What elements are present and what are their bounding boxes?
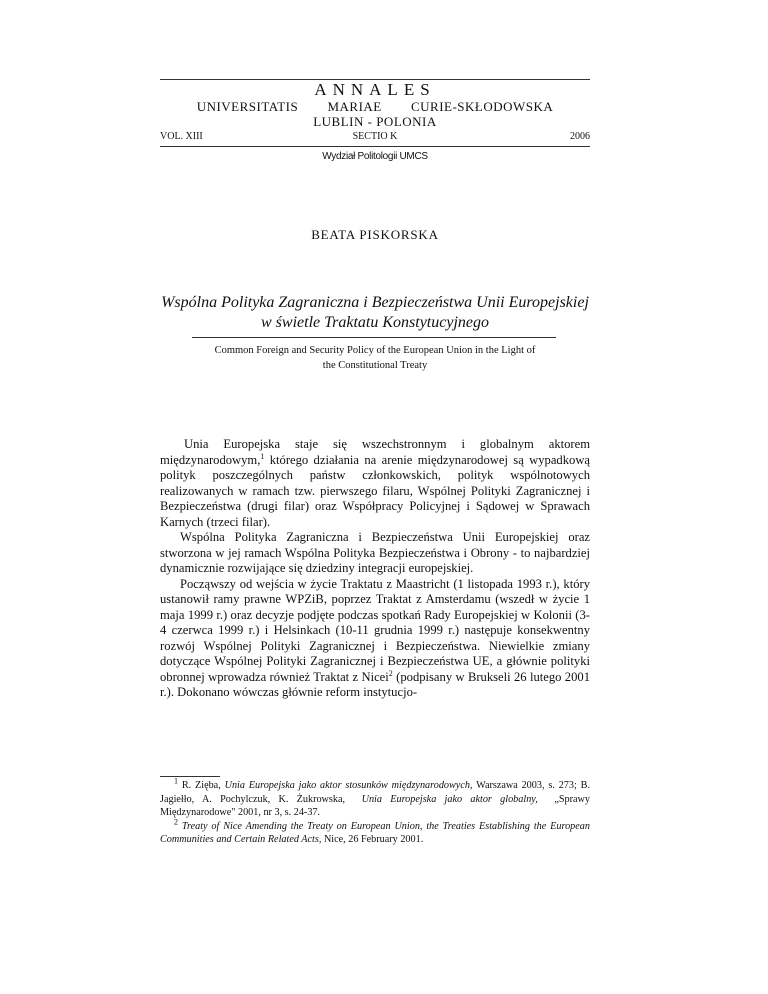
- footnote-1-text-e: „Sprawy Międzynarodowe" 2001, nr 3, s. 24-37.: [160, 793, 593, 819]
- sectio-label: SECTIO K: [352, 131, 398, 142]
- year-label: 2006: [570, 131, 590, 142]
- article-title: [140, 293, 610, 333]
- paragraph-1-text-a: Unia Europejska staje się wszechstronnym i globalnym aktorem międzynarodowym,: [160, 437, 590, 467]
- subtitle-line-1: Common Foreign and Security Policy of the European Union in the Light of: [214, 345, 536, 356]
- footnote-ref-2: 2: [388, 668, 393, 678]
- title-line-1: Wspólna Polityka Zagraniczna i Bezpieczeństwa Unii Europejskiej: [161, 294, 589, 311]
- footnote-1-text-c: Warszawa 2003, s. 273; B. Jagiełło, A. Pochylczuk, K. Żukrowska,: [160, 780, 593, 805]
- paragraph-1-text-b: którego działania na arenie międzynarodowej są wypadkową polityk poszczególnych państw członkowskich, polityk wspólnotowych realizowanych w ramach tzw. pierwszego filaru, Wspólnej Polityki Zagranicznej i Bezpieczeństwa (drugi filar) oraz Współpracy Policyjnej i Sądowej w Sprawach Karnych (trzeci filar).: [160, 452, 590, 529]
- footnote-ref-1: 1: [260, 451, 265, 461]
- paragraph-3: [160, 577, 590, 701]
- footnote-2-title: Treaty of Nice Amending the Treaty on European Union, the Treaties Establishing the European Communities and Certain Related Acts,: [160, 820, 590, 846]
- author-name: BEATA PISKORSKA: [311, 227, 439, 242]
- department-label: Wydział Politologii UMCS: [322, 151, 428, 162]
- subtitle-line-2: the Constitutional Treaty: [322, 360, 428, 371]
- footnote-2: [160, 817, 590, 847]
- paragraph-1: [160, 437, 590, 530]
- title-line-2: w świetle Traktatu Konstytucyjnego: [261, 314, 489, 331]
- article-body: [160, 437, 590, 701]
- paragraph-3-text-b: (podpisany w Brukseli 26 lutego 2001 r.). Dokonano wówczas głównie reform instytucjo-: [160, 669, 590, 699]
- journal-location: LUBLIN - POLONIA: [313, 114, 437, 129]
- header-bottom-rule: [160, 146, 590, 147]
- footnote-1-number: 1: [174, 776, 178, 786]
- footnote-1-text-a: R. Zięba,: [178, 780, 225, 791]
- journal-name: ANNALES: [314, 80, 436, 99]
- university-name: UNIVERSITATIS MARIAE CURIE-SKŁODOWSKA: [196, 99, 554, 114]
- footnote-2-text: Nice, 26 February 2001.: [321, 834, 424, 846]
- footnote-1: [160, 776, 593, 820]
- footnote-1-title-2: Unia Europejska jako aktor globalny,: [361, 793, 538, 805]
- paragraph-2: Wspólna Polityka Zagraniczna i Bezpieczeństwa Unii Europejskiej oraz stworzona w jej ramach Wspólna Polityka Bezpieczeństwa i Obrony - to najbardziej dynamicznie rozwijające się dziedziny integracji europejskiej.: [160, 530, 590, 575]
- footnote-2-number: 2: [174, 817, 178, 827]
- volume-label: VOL. XIII: [160, 131, 203, 142]
- footnotes: [160, 776, 593, 847]
- paragraph-3-text-a: Począwszy od wejścia w życie Traktatu z Maastricht (1 listopada 1993 r.), który ustanowił ramy prawne WPZiB, poprzez Traktat z Amsterdamu (wszedł w życie 1 maja 1999 r.) oraz decyzje podjęte podczas spotkań Rady Europejskiej w Kolonii (3-4 czerwca 1999 r.) i Helsinkach (10-11 grudnia 1999 r.) następuje konsekwentny rozwój Wspólnej Polityki Zagranicznej i Bezpieczeństwa. Niewielkie zmiany dotyczące Wspólnej Polityki Zagranicznej i Bezpieczeństwa UE, a głównie polityki obronnej wprowadza również Traktat z Nicei: [160, 576, 590, 684]
- footnote-1-title-1: Unia Europejska jako aktor stosunków międzynarodowych,: [224, 780, 473, 791]
- title-underline: [192, 337, 556, 338]
- article-subtitle: [160, 343, 590, 373]
- footnote-separator: [160, 776, 220, 777]
